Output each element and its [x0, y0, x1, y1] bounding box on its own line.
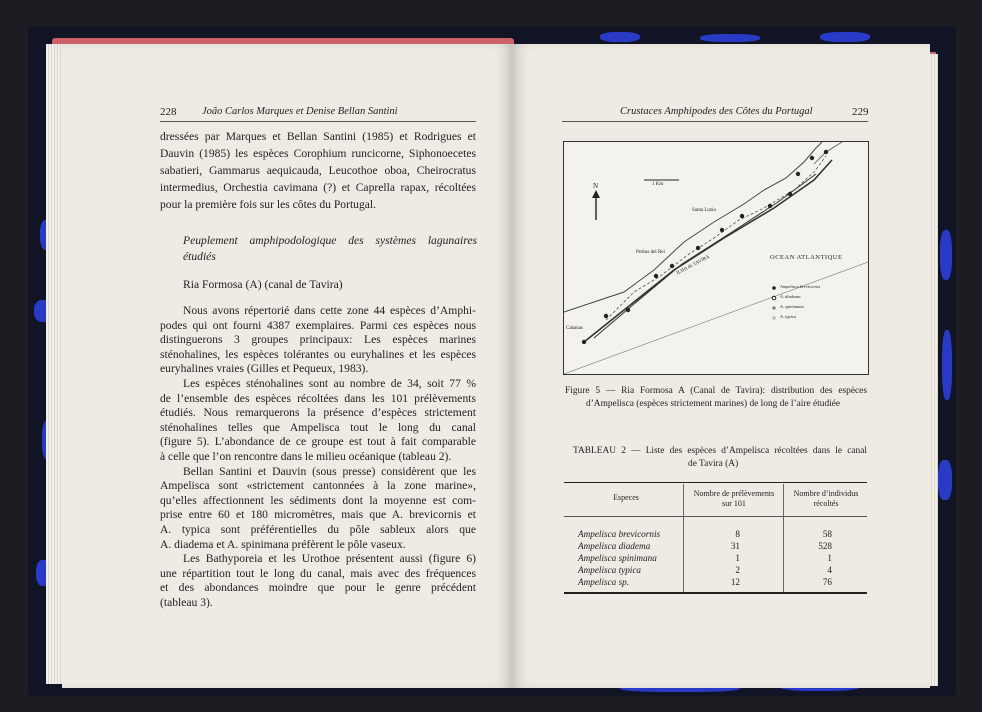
text-line: et des abondances moindre que pour le genre précédent — [160, 581, 476, 595]
table-cell-individuals: 58 — [822, 529, 832, 539]
table-header: Nombre de prélèvements sur 101 — [693, 489, 775, 508]
table-title: TABLEAU 2 — Liste des espèces d’Ampelisca récoltées dans le canal — [573, 446, 867, 456]
table-rule-header — [564, 516, 867, 517]
table-cell-samples: 8 — [735, 529, 740, 539]
table-cell-samples: 1 — [735, 553, 740, 563]
cover-pattern — [600, 32, 640, 42]
text-line: sabatieri, Gammarus aequicauda, Leucothoe oboa, Cheirocratus — [160, 164, 476, 177]
place-label: Cabanas — [566, 326, 583, 331]
place-label: ILHA de TAVIRA — [676, 254, 711, 277]
header-rule — [562, 121, 868, 122]
legend-entry: A. spinimana — [780, 304, 804, 309]
table-cell-samples: 2 — [735, 565, 740, 575]
text-line: Nous avons répertorié dans cette zone 44 espèces d’Amphi- — [183, 304, 476, 317]
table-cell-individuals: 1 — [827, 553, 832, 563]
ocean-label: OCEAN ATLANTIQUE — [770, 254, 843, 261]
text-line: une répartition tout le long du canal, mais avec des fréquences — [160, 566, 476, 580]
text-line: podes qui ont fourni 4387 exemplaires. Parmi ces espèces nous — [160, 318, 476, 332]
legend-entry: A. typica — [780, 314, 796, 319]
figure-caption: Figure 5 — Ria Formosa A (Canal de Tavira): distribution des espèces — [565, 386, 867, 396]
table-col-divider — [783, 484, 784, 592]
text-line: prise entre 60 et 180 micromètres, mais que A. brevicornis et — [160, 508, 476, 522]
figure-caption: d’Ampelisca (espèces strictement marines) de long de l’aire étudiée — [586, 399, 841, 409]
text-line: A. diadema et A. spinimana préfèrent le pôle vaseux. — [160, 537, 406, 551]
text-line: Dauvin (1985) les espèces Corophium runcicorne, Siphonoecetes — [160, 147, 476, 160]
header-rule — [160, 121, 476, 122]
table-cell-species: Ampelisca sp. — [578, 577, 630, 587]
text-line: Les espèces sténohalines sont au nombre de 34, soit 77 % — [183, 377, 476, 390]
running-head: Crustaces Amphipodes des Côtes du Portugal — [620, 106, 813, 117]
map-figure — [563, 141, 869, 375]
north-label: N — [593, 182, 599, 190]
table-rule-bottom — [564, 592, 867, 594]
cover-pattern — [940, 230, 952, 280]
cover-pattern — [938, 460, 952, 500]
text-line: sténohalines, les espèces tolérantes ou euryhalines et les espèces — [160, 347, 476, 361]
text-line: A. typica sont préférentielles du pôle sableux alors que — [160, 523, 476, 536]
table-cell-species: Ampelisca typica — [578, 565, 642, 575]
text-line: pour la première fois sur les côtes du Portugal. — [160, 198, 377, 211]
running-head: João Carlos Marques et Denise Bellan Santini — [202, 106, 398, 117]
text-line: Bellan Santini et Dauvin (sous presse) considèrent que les — [183, 464, 476, 478]
cover-pattern — [700, 34, 760, 42]
cover-pattern — [820, 32, 870, 42]
table-cell-individuals: 76 — [822, 577, 832, 587]
legend-entry: Ampelisca brevicornis — [780, 284, 821, 289]
place-label: Pedras del Rei — [636, 250, 665, 255]
text-line: distinguerons 3 groupes principaux: Les espèces marines — [160, 333, 476, 347]
page-number: 229 — [852, 106, 869, 118]
table-header: Especes — [613, 493, 639, 502]
text-line: Les Bathyporeia et les Urothoe présentent aussi (figure 6) — [183, 552, 476, 566]
subheading: Ria Formosa (A) (canal de Tavira) — [183, 278, 343, 291]
cover-pattern — [942, 330, 952, 400]
table-cell-species: Ampelisca diadema — [578, 541, 651, 551]
text-line: de l’ensemble des espèces récoltées dans les 101 prélèvements — [160, 391, 476, 405]
text-line: étudiés. Nous remarquerons la présence d’espèces strictement — [160, 406, 476, 420]
text-line: qu’elles affectionnent les sédiments dont la moyenne est com- — [160, 493, 476, 507]
table-title: de Tavira (A) — [688, 459, 739, 469]
table-col-divider — [683, 484, 684, 592]
place-label: Santa Luzia — [692, 208, 716, 213]
legend-entry: A. diadema — [780, 294, 801, 299]
text-line: (figure 5). L’abondance de ce groupe est tout à fait comparable — [160, 435, 476, 449]
table-cell-samples: 31 — [730, 541, 740, 551]
text-line: dressées par Marques et Bellan Santini (1985) et Rodrigues et — [160, 130, 476, 143]
text-line: sténohalines telles que Ampelisca tout le long du canal — [160, 420, 476, 434]
text-line: euryhalines vraies (Gilles et Pequeux, 1983). — [160, 362, 369, 376]
section-heading: Peuplement amphipodologique des systèmes lagunaires — [183, 234, 477, 247]
north-arrow-head — [592, 190, 600, 198]
table-cell-samples: 12 — [730, 577, 740, 587]
text-line: (tableau 3). — [160, 596, 213, 609]
section-heading: étudiés — [183, 250, 216, 263]
table-cell-species: Ampelisca spinimana — [578, 553, 657, 563]
table-cell-species: Ampelisca brevicornis — [578, 529, 661, 539]
table-rule-top — [564, 482, 867, 483]
text-line: Ampelisca sont «strictement cantonnées à la zone marine», — [160, 479, 476, 493]
scale-label: 1 Km — [652, 182, 664, 187]
text-line: à celle que l’on rencontre dans le milieu océanique (tableau 2). — [160, 450, 452, 463]
table-cell-individuals: 528 — [818, 541, 832, 551]
page-number: 228 — [160, 106, 177, 118]
text-line: intermedius, Orchestia cavimana (?) et Caprella rapax, récoltées — [160, 181, 476, 194]
table-cell-individuals: 4 — [827, 565, 832, 575]
table-header: Nombre d’individus récoltés — [793, 489, 859, 508]
